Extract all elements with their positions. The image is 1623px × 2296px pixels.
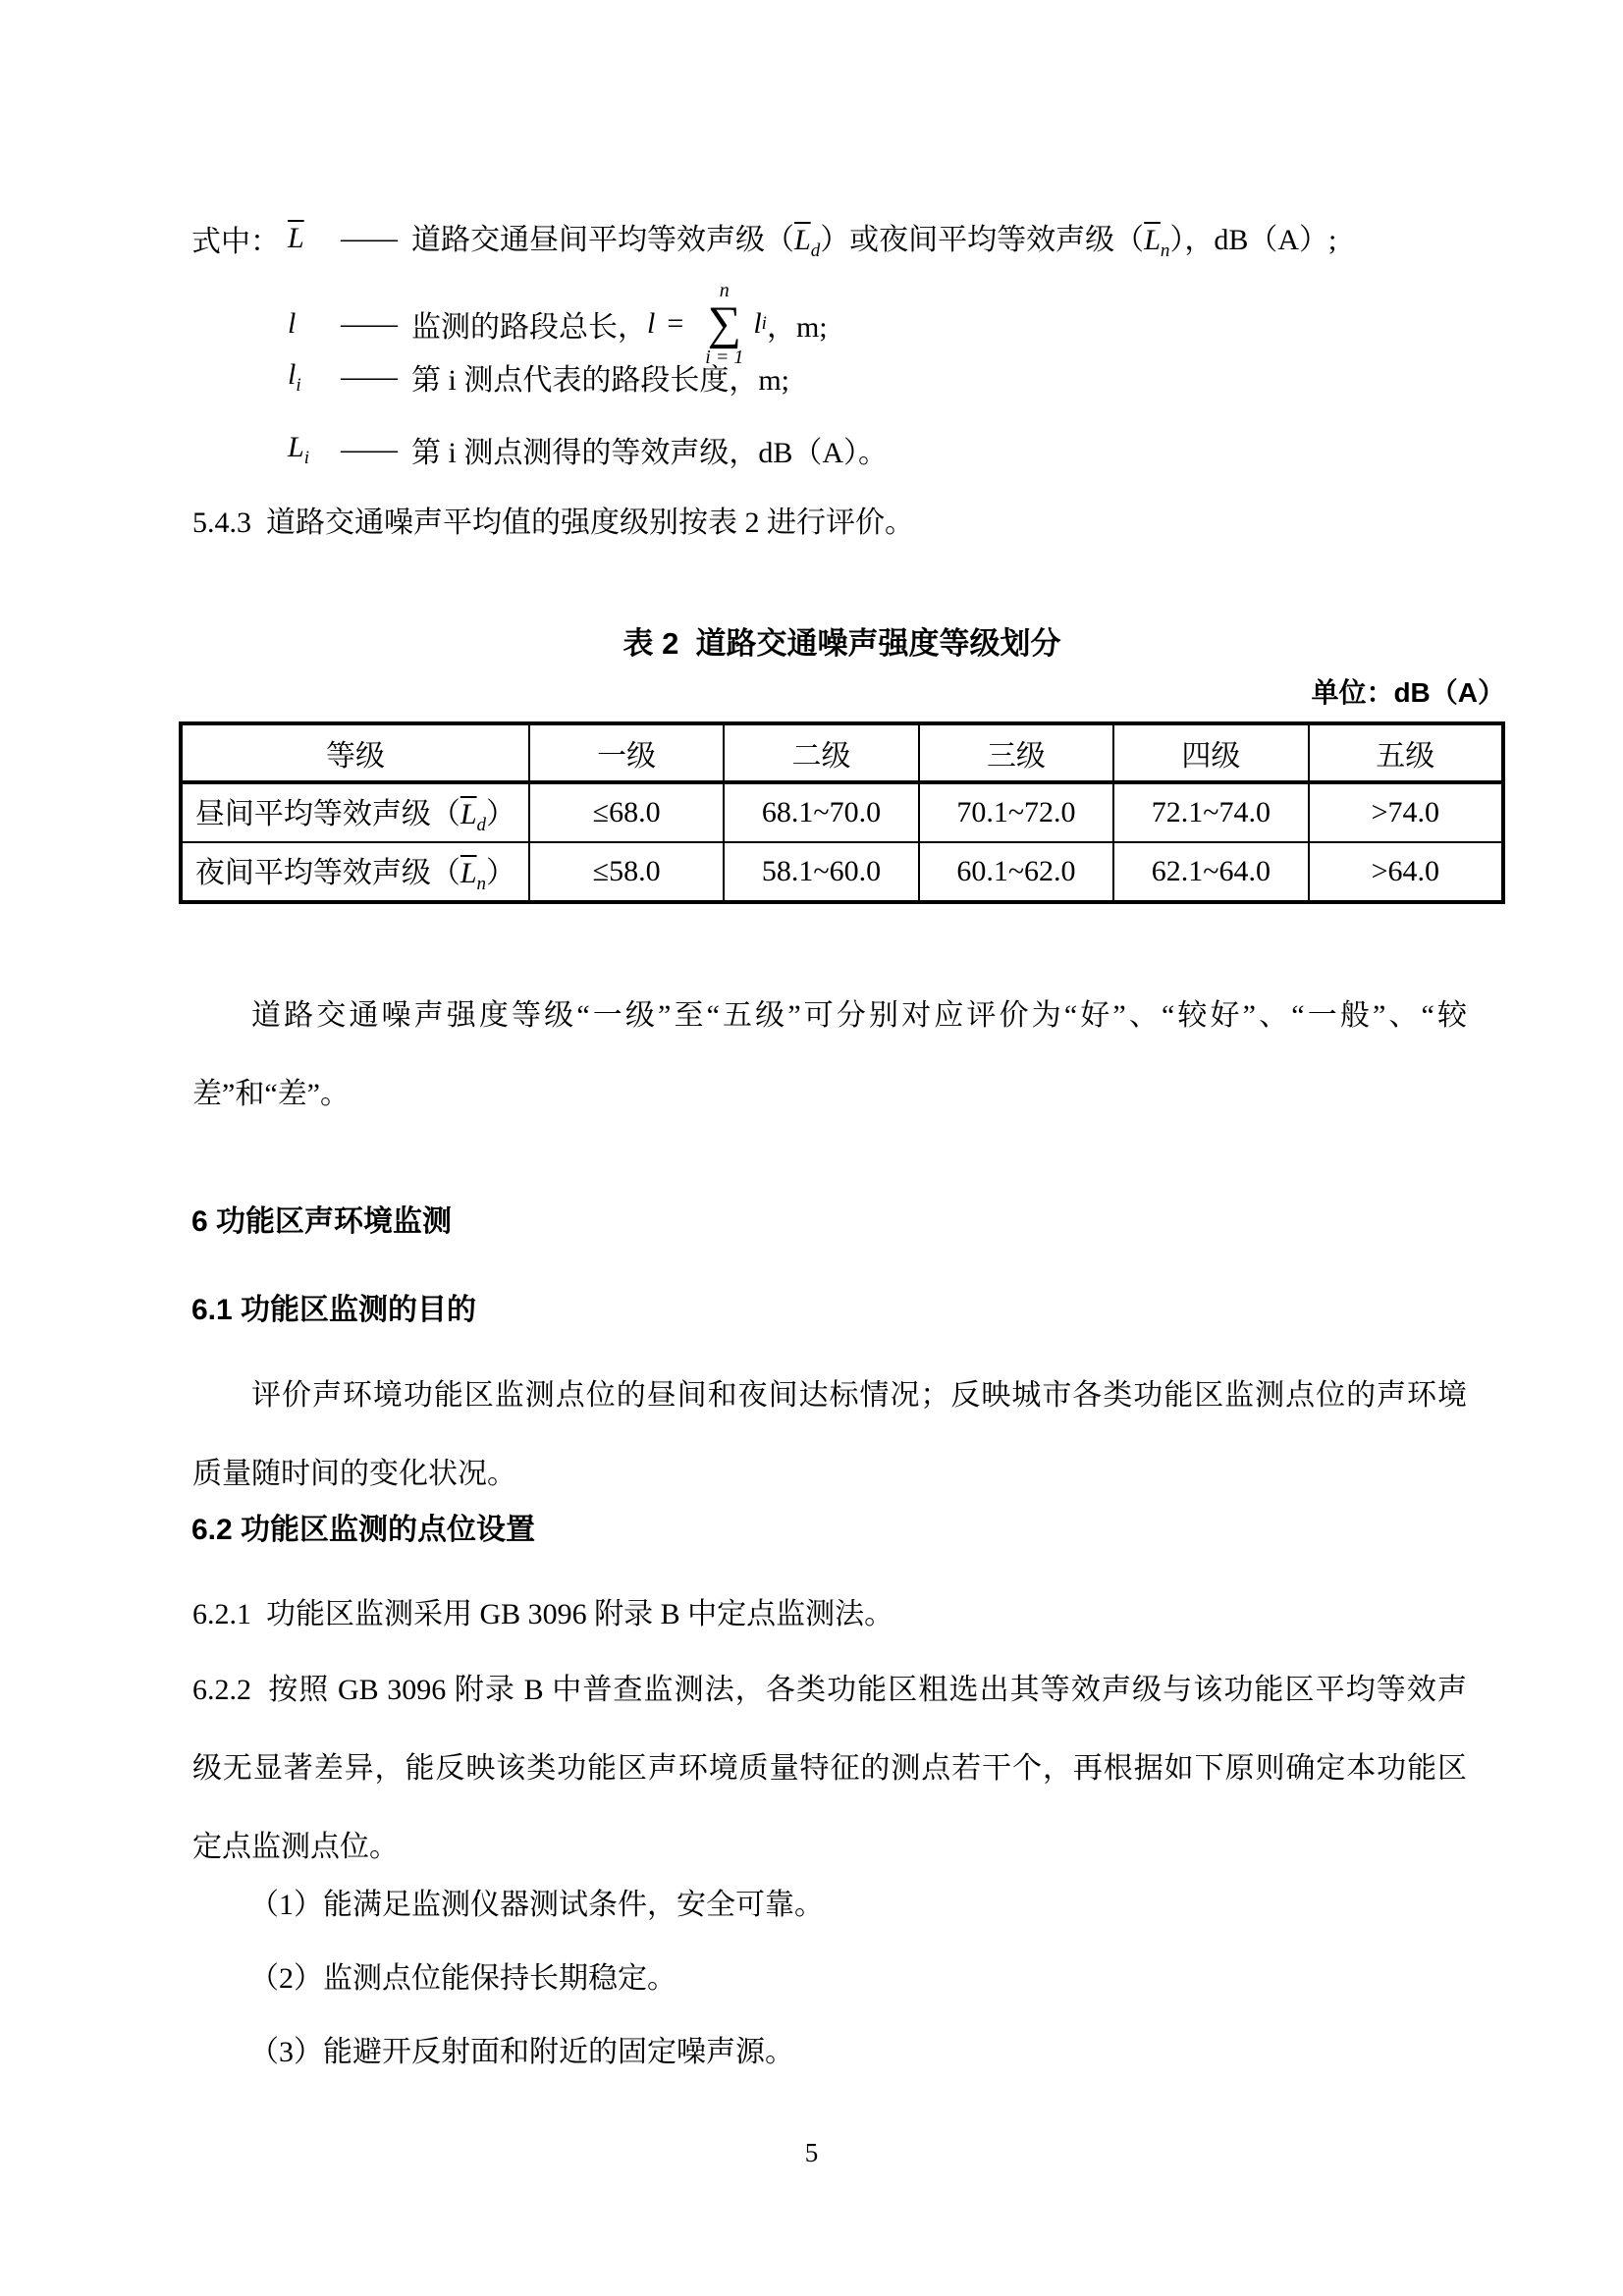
- clause-6-2-2-paragraph: [192, 1651, 1467, 1887]
- paragraph-line: 道路交通噪声强度等级“一级”至“五级”可分别对应评价为“好”、“较好”、“一般”、“较: [251, 999, 1467, 1032]
- cell-night-level5: >64.0: [1309, 842, 1503, 902]
- clause-5-4-3: 5.4.3 道路交通噪声平均值的强度级别按表 2 进行评价。: [192, 507, 914, 539]
- section-6-1-paragraph: [192, 1357, 1467, 1514]
- cell-day-level2: 68.1~70.0: [724, 782, 918, 842]
- symbol-Ld-bar: $\overline{L}$: [794, 224, 811, 256]
- where-line-L-text: 道路交通昼间平均等效声级$(\overline{L}_d)$或夜间平均等效声级$(\overline{L}_n)$，dB（A）;: [411, 224, 1337, 261]
- where-line-Li: [191, 425, 888, 474]
- subscript-d: d: [810, 240, 821, 261]
- symbol-L-i: $L_i$: [288, 430, 309, 468]
- paragraph-line: 定点监测点位。: [192, 1831, 399, 1863]
- symbol-l-i: $l_i$: [288, 357, 301, 396]
- where-line-l-text: 监测的路段总长，: [411, 311, 647, 344]
- cell-night-level3: 60.1~62.0: [919, 842, 1113, 902]
- summation-term: l: [753, 307, 762, 340]
- subscript-i: i: [296, 374, 301, 396]
- table2-header-level5: 五级: [1309, 723, 1503, 782]
- subscript-d: d: [476, 815, 487, 835]
- page-number: 5: [804, 2138, 819, 2167]
- row-label-night: 夜间平均等效声级$(\overline{L}_n)$: [181, 842, 529, 902]
- sigma-glyph: ∑: [707, 297, 741, 350]
- table-row-day: [181, 782, 1503, 842]
- cell-night-level4: 62.1~64.0: [1113, 842, 1308, 902]
- table2-header-row: [181, 723, 1503, 782]
- cell-night-level2: 58.1~60.0: [724, 842, 918, 902]
- symbol-Ld-bar: $\overline{L}$: [460, 798, 477, 830]
- where-line-L: [191, 214, 1336, 263]
- table2-header-level1: 一级: [529, 723, 724, 782]
- heading-section-6: 6 功能区声环境监测: [191, 1205, 453, 1238]
- paragraph-line: 级无显著差异，能反映该类功能区声环境质量特征的测点若干个，再根据如下原则确定本功能区: [192, 1752, 1467, 1785]
- summation-lower-limit: i = 1: [705, 346, 744, 368]
- list-item: （3）能避开反射面和附近的固定噪声源。: [249, 2036, 794, 2068]
- symbol-l: l: [288, 307, 297, 340]
- paragraph-line: 差”和“差”。: [192, 1078, 350, 1110]
- heading-section-6-1: 6.1 功能区监测的目的: [191, 1294, 477, 1326]
- cell-day-level4: 72.1~74.0: [1113, 782, 1308, 842]
- table2-title: 表 2 道路交通噪声强度等级划分: [622, 626, 1061, 661]
- principles-list: [192, 1868, 1467, 2089]
- table2-header-grade: 等级: [181, 723, 529, 782]
- symbol-L-bar: $\overline{L}$: [288, 222, 304, 254]
- table2-unit-note: 单位：dB（A）: [1311, 677, 1505, 708]
- summation-upper-limit: n: [719, 280, 730, 302]
- where-line-li-text: 第 i 测点代表的路段长度，m;: [411, 364, 790, 397]
- where-line-l-unit: ，m;: [766, 311, 828, 344]
- table2-header-level3: 三级: [919, 723, 1113, 782]
- definition-dash: ——: [341, 360, 396, 393]
- table2-noise-grade: [179, 721, 1505, 904]
- paragraph-line: 6.2.2 按照 GB 3096 附录 B 中普查监测法，各类功能区粗选出其等效声级与该功能区平均等效声: [192, 1674, 1467, 1706]
- subscript-i: i: [303, 447, 309, 468]
- subscript-n: n: [476, 874, 487, 894]
- table2-header-level4: 四级: [1113, 723, 1308, 782]
- definition-dash: ——: [341, 222, 396, 254]
- where-line-li: [191, 352, 789, 401]
- table-row-night: [181, 842, 1503, 902]
- heading-section-6-2: 6.2 功能区监测的点位设置: [191, 1514, 536, 1546]
- paragraph-line: 质量随时间的变化状况。: [192, 1458, 516, 1490]
- list-item: （2）监测点位能保持长期稳定。: [249, 1962, 676, 1995]
- where-lead: 式中：: [191, 226, 280, 258]
- paragraph-line: 评价声环境功能区监测点位的昼间和夜间达标情况；反映城市各类功能区监测点位的声环境: [251, 1379, 1467, 1412]
- cell-night-level1: ≤58.0: [529, 842, 724, 902]
- table2-header-level2: 二级: [724, 723, 918, 782]
- grade-evaluation-paragraph: [192, 977, 1467, 1134]
- cell-day-level3: 70.1~72.0: [919, 782, 1113, 842]
- definition-dash: ——: [341, 307, 396, 340]
- equals-sign: =: [667, 307, 684, 340]
- subscript-i: i: [761, 313, 767, 334]
- list-item: （1）能满足监测仪器测试条件，安全可靠。: [249, 1889, 824, 1921]
- definition-dash: ——: [341, 433, 396, 465]
- row-label-day: 昼间平均等效声级$(\overline{L}_d)$: [181, 782, 529, 842]
- symbol-Ln-bar: $\overline{L}$: [1144, 224, 1161, 256]
- subscript-n: n: [1160, 240, 1170, 261]
- symbol-Ln-bar: $\overline{L}$: [460, 857, 477, 889]
- clause-6-2-1: 6.2.1 功能区监测采用 GB 3096 附录 B 中定点监测法。: [192, 1598, 894, 1630]
- equation-lhs: l: [647, 307, 656, 340]
- where-line-Li-text: 第 i 测点测得的等效声级，dB（A）。: [411, 437, 889, 469]
- cell-day-level5: >74.0: [1309, 782, 1503, 842]
- cell-day-level1: ≤68.0: [529, 782, 724, 842]
